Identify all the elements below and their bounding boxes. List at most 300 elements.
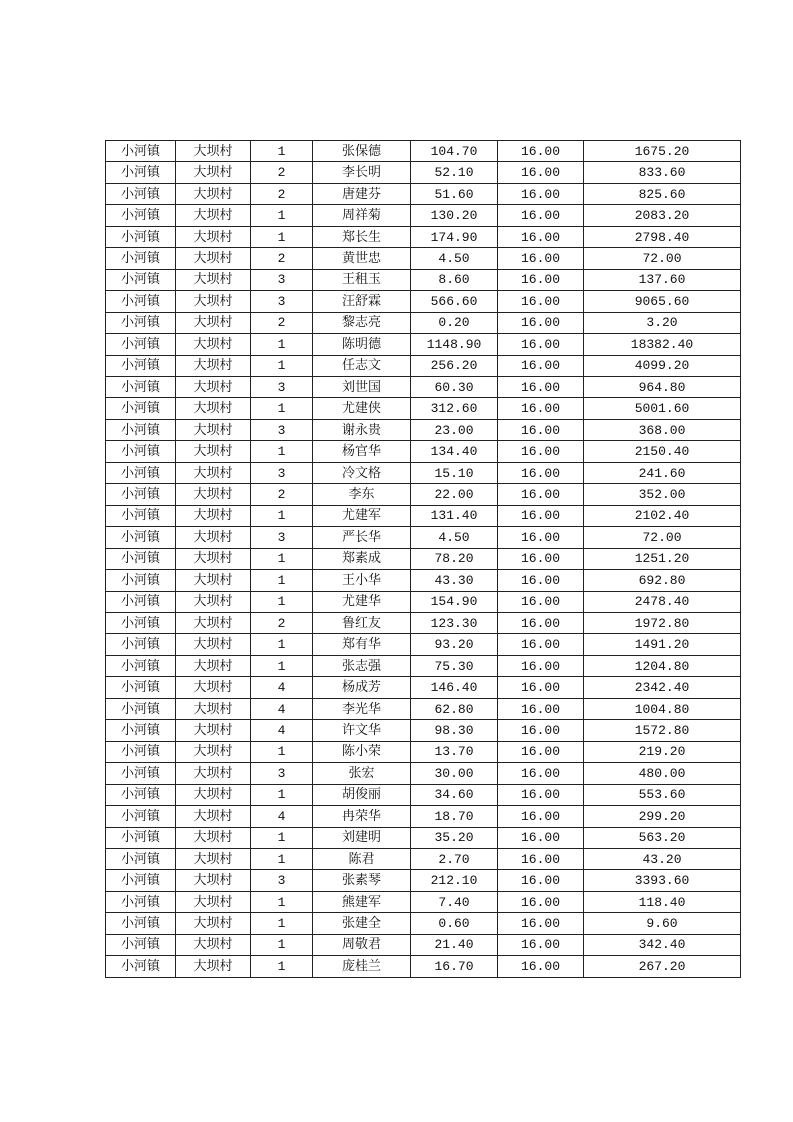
amount-cell: 9065.60	[584, 291, 741, 312]
rate-cell: 16.00	[498, 355, 584, 376]
rate-cell: 16.00	[498, 226, 584, 247]
group-cell: 4	[251, 806, 313, 827]
town-cell: 小河镇	[106, 677, 176, 698]
table-row	[106, 612, 741, 633]
village-cell: 大坝村	[176, 141, 251, 162]
name-cell: 谢永贵	[313, 419, 411, 440]
area-cell: 13.70	[411, 741, 498, 762]
name-cell: 张志强	[313, 655, 411, 676]
town-cell: 小河镇	[106, 848, 176, 869]
table-row	[106, 441, 741, 462]
town-cell: 小河镇	[106, 269, 176, 290]
village-cell: 大坝村	[176, 827, 251, 848]
town-cell: 小河镇	[106, 398, 176, 419]
amount-cell: 1491.20	[584, 634, 741, 655]
group-cell: 1	[251, 827, 313, 848]
amount-cell: 1251.20	[584, 548, 741, 569]
town-cell: 小河镇	[106, 570, 176, 591]
village-cell: 大坝村	[176, 226, 251, 247]
amount-cell: 2102.40	[584, 505, 741, 526]
amount-cell: 219.20	[584, 741, 741, 762]
amount-cell: 480.00	[584, 763, 741, 784]
table-row	[106, 870, 741, 891]
group-cell: 4	[251, 698, 313, 719]
area-cell: 0.60	[411, 913, 498, 934]
town-cell: 小河镇	[106, 612, 176, 633]
amount-cell: 342.40	[584, 934, 741, 955]
amount-cell: 1572.80	[584, 720, 741, 741]
table-row	[106, 763, 741, 784]
village-cell: 大坝村	[176, 162, 251, 183]
group-cell: 3	[251, 419, 313, 440]
group-cell: 3	[251, 291, 313, 312]
table-row	[106, 913, 741, 934]
area-cell: 0.20	[411, 312, 498, 333]
town-cell: 小河镇	[106, 870, 176, 891]
name-cell: 尤建华	[313, 591, 411, 612]
rate-cell: 16.00	[498, 570, 584, 591]
rate-cell: 16.00	[498, 205, 584, 226]
rate-cell: 16.00	[498, 269, 584, 290]
town-cell: 小河镇	[106, 291, 176, 312]
name-cell: 郑有华	[313, 634, 411, 655]
town-cell: 小河镇	[106, 355, 176, 376]
amount-cell: 43.20	[584, 848, 741, 869]
amount-cell: 3393.60	[584, 870, 741, 891]
rate-cell: 16.00	[498, 527, 584, 548]
name-cell: 李光华	[313, 698, 411, 719]
amount-cell: 299.20	[584, 806, 741, 827]
rate-cell: 16.00	[498, 848, 584, 869]
group-cell: 3	[251, 763, 313, 784]
town-cell: 小河镇	[106, 548, 176, 569]
town-cell: 小河镇	[106, 484, 176, 505]
area-cell: 78.20	[411, 548, 498, 569]
village-cell: 大坝村	[176, 570, 251, 591]
table-row	[106, 848, 741, 869]
table-row	[106, 784, 741, 805]
village-cell: 大坝村	[176, 870, 251, 891]
amount-cell: 72.00	[584, 248, 741, 269]
name-cell: 刘世国	[313, 376, 411, 397]
amount-cell: 5001.60	[584, 398, 741, 419]
table-row	[106, 591, 741, 612]
amount-cell: 964.80	[584, 376, 741, 397]
amount-cell: 72.00	[584, 527, 741, 548]
table-row	[106, 570, 741, 591]
rate-cell: 16.00	[498, 741, 584, 762]
rate-cell: 16.00	[498, 505, 584, 526]
village-cell: 大坝村	[176, 248, 251, 269]
village-cell: 大坝村	[176, 763, 251, 784]
table-row	[106, 505, 741, 526]
amount-cell: 2798.40	[584, 226, 741, 247]
name-cell: 郑长生	[313, 226, 411, 247]
table-row	[106, 891, 741, 912]
group-cell: 4	[251, 720, 313, 741]
area-cell: 4.50	[411, 527, 498, 548]
amount-cell: 3.20	[584, 312, 741, 333]
village-cell: 大坝村	[176, 891, 251, 912]
village-cell: 大坝村	[176, 269, 251, 290]
village-cell: 大坝村	[176, 741, 251, 762]
town-cell: 小河镇	[106, 784, 176, 805]
area-cell: 212.10	[411, 870, 498, 891]
name-cell: 胡俊丽	[313, 784, 411, 805]
area-cell: 134.40	[411, 441, 498, 462]
village-cell: 大坝村	[176, 376, 251, 397]
group-cell: 3	[251, 376, 313, 397]
name-cell: 尤建侠	[313, 398, 411, 419]
name-cell: 杨成芳	[313, 677, 411, 698]
village-cell: 大坝村	[176, 312, 251, 333]
rate-cell: 16.00	[498, 419, 584, 440]
group-cell: 1	[251, 548, 313, 569]
area-cell: 22.00	[411, 484, 498, 505]
area-cell: 18.70	[411, 806, 498, 827]
rate-cell: 16.00	[498, 183, 584, 204]
village-cell: 大坝村	[176, 291, 251, 312]
area-cell: 43.30	[411, 570, 498, 591]
table-row	[106, 334, 741, 355]
table-row	[106, 205, 741, 226]
group-cell: 4	[251, 677, 313, 698]
amount-cell: 241.60	[584, 462, 741, 483]
rate-cell: 16.00	[498, 334, 584, 355]
name-cell: 汪舒霖	[313, 291, 411, 312]
area-cell: 98.30	[411, 720, 498, 741]
table-row	[106, 741, 741, 762]
rate-cell: 16.00	[498, 720, 584, 741]
table-row	[106, 827, 741, 848]
rate-cell: 16.00	[498, 891, 584, 912]
name-cell: 任志文	[313, 355, 411, 376]
table-row	[106, 269, 741, 290]
group-cell: 2	[251, 248, 313, 269]
group-cell: 2	[251, 612, 313, 633]
table-row	[106, 548, 741, 569]
name-cell: 唐建芬	[313, 183, 411, 204]
group-cell: 2	[251, 183, 313, 204]
area-cell: 566.60	[411, 291, 498, 312]
table-row	[106, 934, 741, 955]
area-cell: 104.70	[411, 141, 498, 162]
name-cell: 尤建军	[313, 505, 411, 526]
group-cell: 3	[251, 527, 313, 548]
rate-cell: 16.00	[498, 870, 584, 891]
name-cell: 鲁红友	[313, 612, 411, 633]
area-cell: 23.00	[411, 419, 498, 440]
area-cell: 51.60	[411, 183, 498, 204]
amount-cell: 1675.20	[584, 141, 741, 162]
village-cell: 大坝村	[176, 355, 251, 376]
rate-cell: 16.00	[498, 934, 584, 955]
town-cell: 小河镇	[106, 527, 176, 548]
area-cell: 93.20	[411, 634, 498, 655]
area-cell: 1148.90	[411, 334, 498, 355]
table-row	[106, 141, 741, 162]
town-cell: 小河镇	[106, 634, 176, 655]
area-cell: 16.70	[411, 956, 498, 977]
group-cell: 1	[251, 226, 313, 247]
name-cell: 冉荣华	[313, 806, 411, 827]
rate-cell: 16.00	[498, 312, 584, 333]
town-cell: 小河镇	[106, 419, 176, 440]
village-cell: 大坝村	[176, 806, 251, 827]
group-cell: 3	[251, 462, 313, 483]
town-cell: 小河镇	[106, 913, 176, 934]
town-cell: 小河镇	[106, 441, 176, 462]
rate-cell: 16.00	[498, 548, 584, 569]
amount-cell: 137.60	[584, 269, 741, 290]
area-cell: 123.30	[411, 612, 498, 633]
table-row	[106, 634, 741, 655]
area-cell: 30.00	[411, 763, 498, 784]
area-cell: 131.40	[411, 505, 498, 526]
table-row	[106, 162, 741, 183]
amount-cell: 352.00	[584, 484, 741, 505]
name-cell: 王小华	[313, 570, 411, 591]
table-row	[106, 312, 741, 333]
village-cell: 大坝村	[176, 934, 251, 955]
rate-cell: 16.00	[498, 591, 584, 612]
village-cell: 大坝村	[176, 698, 251, 719]
group-cell: 1	[251, 891, 313, 912]
group-cell: 1	[251, 634, 313, 655]
rate-cell: 16.00	[498, 441, 584, 462]
name-cell: 陈明德	[313, 334, 411, 355]
amount-cell: 692.80	[584, 570, 741, 591]
table-body	[106, 141, 741, 978]
rate-cell: 16.00	[498, 398, 584, 419]
group-cell: 1	[251, 784, 313, 805]
group-cell: 1	[251, 913, 313, 934]
name-cell: 郑素成	[313, 548, 411, 569]
town-cell: 小河镇	[106, 827, 176, 848]
town-cell: 小河镇	[106, 141, 176, 162]
table-row	[106, 527, 741, 548]
area-cell: 62.80	[411, 698, 498, 719]
name-cell: 杨官华	[313, 441, 411, 462]
rate-cell: 16.00	[498, 634, 584, 655]
name-cell: 李长明	[313, 162, 411, 183]
village-cell: 大坝村	[176, 205, 251, 226]
table-row	[106, 956, 741, 977]
amount-cell: 1004.80	[584, 698, 741, 719]
group-cell: 1	[251, 398, 313, 419]
town-cell: 小河镇	[106, 205, 176, 226]
group-cell: 1	[251, 655, 313, 676]
name-cell: 许文华	[313, 720, 411, 741]
town-cell: 小河镇	[106, 698, 176, 719]
name-cell: 刘建明	[313, 827, 411, 848]
name-cell: 冷文格	[313, 462, 411, 483]
village-cell: 大坝村	[176, 183, 251, 204]
table-row	[106, 355, 741, 376]
rate-cell: 16.00	[498, 655, 584, 676]
town-cell: 小河镇	[106, 741, 176, 762]
village-cell: 大坝村	[176, 441, 251, 462]
village-cell: 大坝村	[176, 720, 251, 741]
group-cell: 1	[251, 334, 313, 355]
group-cell: 1	[251, 141, 313, 162]
amount-cell: 2150.40	[584, 441, 741, 462]
village-cell: 大坝村	[176, 677, 251, 698]
amount-cell: 1204.80	[584, 655, 741, 676]
rate-cell: 16.00	[498, 784, 584, 805]
area-cell: 52.10	[411, 162, 498, 183]
table-row	[106, 677, 741, 698]
area-cell: 174.90	[411, 226, 498, 247]
area-cell: 35.20	[411, 827, 498, 848]
rate-cell: 16.00	[498, 612, 584, 633]
table-row	[106, 291, 741, 312]
amount-cell: 18382.40	[584, 334, 741, 355]
amount-cell: 2083.20	[584, 205, 741, 226]
town-cell: 小河镇	[106, 183, 176, 204]
amount-cell: 2342.40	[584, 677, 741, 698]
town-cell: 小河镇	[106, 226, 176, 247]
amount-cell: 833.60	[584, 162, 741, 183]
village-cell: 大坝村	[176, 655, 251, 676]
area-cell: 4.50	[411, 248, 498, 269]
group-cell: 2	[251, 484, 313, 505]
town-cell: 小河镇	[106, 312, 176, 333]
area-cell: 21.40	[411, 934, 498, 955]
amount-cell: 4099.20	[584, 355, 741, 376]
group-cell: 3	[251, 269, 313, 290]
town-cell: 小河镇	[106, 934, 176, 955]
area-cell: 34.60	[411, 784, 498, 805]
area-cell: 60.30	[411, 376, 498, 397]
area-cell: 312.60	[411, 398, 498, 419]
group-cell: 1	[251, 505, 313, 526]
town-cell: 小河镇	[106, 763, 176, 784]
town-cell: 小河镇	[106, 376, 176, 397]
name-cell: 庞桂兰	[313, 956, 411, 977]
village-cell: 大坝村	[176, 548, 251, 569]
name-cell: 陈小荣	[313, 741, 411, 762]
group-cell: 2	[251, 312, 313, 333]
table-row	[106, 698, 741, 719]
name-cell: 张保德	[313, 141, 411, 162]
area-cell: 130.20	[411, 205, 498, 226]
table-row	[106, 183, 741, 204]
amount-cell: 1972.80	[584, 612, 741, 633]
village-cell: 大坝村	[176, 956, 251, 977]
table-row	[106, 462, 741, 483]
rate-cell: 16.00	[498, 763, 584, 784]
group-cell: 1	[251, 934, 313, 955]
amount-cell: 825.60	[584, 183, 741, 204]
amount-cell: 267.20	[584, 956, 741, 977]
rate-cell: 16.00	[498, 248, 584, 269]
village-cell: 大坝村	[176, 505, 251, 526]
village-cell: 大坝村	[176, 462, 251, 483]
group-cell: 1	[251, 956, 313, 977]
village-cell: 大坝村	[176, 398, 251, 419]
table-row	[106, 398, 741, 419]
area-cell: 7.40	[411, 891, 498, 912]
group-cell: 2	[251, 162, 313, 183]
amount-cell: 9.60	[584, 913, 741, 934]
town-cell: 小河镇	[106, 248, 176, 269]
area-cell: 2.70	[411, 848, 498, 869]
name-cell: 黎志亮	[313, 312, 411, 333]
name-cell: 李东	[313, 484, 411, 505]
table-row	[106, 484, 741, 505]
village-cell: 大坝村	[176, 784, 251, 805]
town-cell: 小河镇	[106, 655, 176, 676]
village-cell: 大坝村	[176, 334, 251, 355]
table-row	[106, 655, 741, 676]
group-cell: 1	[251, 741, 313, 762]
amount-cell: 2478.40	[584, 591, 741, 612]
table-row	[106, 226, 741, 247]
rate-cell: 16.00	[498, 162, 584, 183]
town-cell: 小河镇	[106, 334, 176, 355]
group-cell: 1	[251, 441, 313, 462]
rate-cell: 16.00	[498, 956, 584, 977]
name-cell: 严长华	[313, 527, 411, 548]
town-cell: 小河镇	[106, 591, 176, 612]
village-cell: 大坝村	[176, 848, 251, 869]
village-cell: 大坝村	[176, 612, 251, 633]
amount-cell: 118.40	[584, 891, 741, 912]
village-cell: 大坝村	[176, 419, 251, 440]
table-row	[106, 419, 741, 440]
name-cell: 张素琴	[313, 870, 411, 891]
group-cell: 1	[251, 848, 313, 869]
area-cell: 154.90	[411, 591, 498, 612]
town-cell: 小河镇	[106, 891, 176, 912]
group-cell: 1	[251, 355, 313, 376]
amount-cell: 368.00	[584, 419, 741, 440]
village-cell: 大坝村	[176, 484, 251, 505]
village-cell: 大坝村	[176, 634, 251, 655]
town-cell: 小河镇	[106, 162, 176, 183]
village-cell: 大坝村	[176, 913, 251, 934]
name-cell: 熊建军	[313, 891, 411, 912]
name-cell: 张建全	[313, 913, 411, 934]
rate-cell: 16.00	[498, 827, 584, 848]
name-cell: 王租玉	[313, 269, 411, 290]
rate-cell: 16.00	[498, 462, 584, 483]
table-row	[106, 248, 741, 269]
group-cell: 1	[251, 570, 313, 591]
table-row	[106, 806, 741, 827]
rate-cell: 16.00	[498, 677, 584, 698]
village-cell: 大坝村	[176, 591, 251, 612]
name-cell: 张宏	[313, 763, 411, 784]
town-cell: 小河镇	[106, 505, 176, 526]
name-cell: 陈君	[313, 848, 411, 869]
rate-cell: 16.00	[498, 376, 584, 397]
data-table	[105, 140, 741, 978]
town-cell: 小河镇	[106, 720, 176, 741]
rate-cell: 16.00	[498, 698, 584, 719]
rate-cell: 16.00	[498, 913, 584, 934]
amount-cell: 563.20	[584, 827, 741, 848]
rate-cell: 16.00	[498, 806, 584, 827]
town-cell: 小河镇	[106, 462, 176, 483]
group-cell: 1	[251, 205, 313, 226]
area-cell: 146.40	[411, 677, 498, 698]
table-row	[106, 720, 741, 741]
area-cell: 75.30	[411, 655, 498, 676]
area-cell: 256.20	[411, 355, 498, 376]
area-cell: 15.10	[411, 462, 498, 483]
